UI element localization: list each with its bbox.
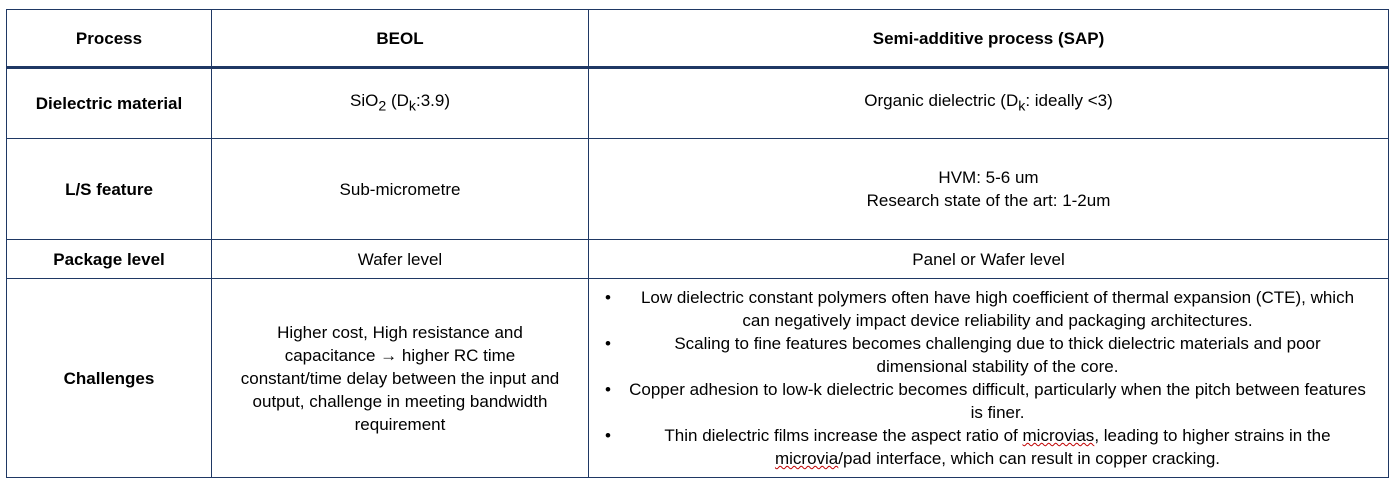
cell-dielectric-sap: Organic dielectric ($D_k$: ideally <3): [589, 68, 1389, 139]
cell-ls-beol: Sub-micrometre: [212, 139, 589, 240]
challenges-beol-text: Higher cost, High resistance and capacitance → higher RC time constant/time delay between the input and output, challenge in meeting bandwidth requirement: [240, 322, 560, 434]
spellcheck-word: microvia: [774, 449, 839, 468]
cell-package-sap: Panel or Wafer level: [589, 240, 1389, 279]
row-dielectric: [7, 68, 1389, 139]
cell-challenges-beol: [212, 279, 589, 478]
header-sap: Semi-additive process (SAP): [589, 10, 1389, 68]
header-row: [7, 10, 1389, 68]
ls-sap-line-2: Research state of the art: 1-2um: [866, 191, 1111, 210]
row-challenges: [7, 279, 1389, 478]
cell-dielectric-beol: SiO$_2$ $(D_k:3.9)$: [212, 68, 589, 139]
row-ls-feature: [7, 139, 1389, 240]
header-beol: BEOL: [212, 10, 589, 68]
row-package-level: [7, 240, 1389, 279]
row-label-challenges: Challenges: [7, 279, 212, 478]
header-process: Process: [7, 10, 212, 68]
row-label-package: Package level: [7, 240, 212, 279]
list-item: • Low dielectric constant polymers often have high coefficient of thermal expansion (CTE), which can negatively impact device reliability and packaging architectures.: [589, 286, 1388, 332]
list-item: • Thin dielectric films increase the aspect ratio of microvias, leading to higher strains in the microvia/pad interface, which can result in copper cracking.: [589, 424, 1388, 470]
list-item: • Copper adhesion to low-k dielectric becomes difficult, particularly when the pitch between features is finer.: [589, 378, 1388, 424]
ls-sap-line-1: HVM: 5-6 um: [938, 168, 1039, 187]
list-item: • Scaling to fine features becomes challenging due to thick dielectric materials and poor dimensional stability of the core.: [589, 332, 1388, 378]
cell-package-beol: Wafer level: [212, 240, 589, 279]
challenges-sap-list: [589, 286, 1388, 470]
cell-challenges-sap: [589, 279, 1389, 478]
row-label-dielectric: Dielectric material: [7, 68, 212, 139]
spellcheck-word: microvias: [1022, 426, 1095, 445]
comparison-table: [6, 9, 1389, 478]
cell-ls-sap: [589, 139, 1389, 240]
row-label-ls: L/S feature: [7, 139, 212, 240]
